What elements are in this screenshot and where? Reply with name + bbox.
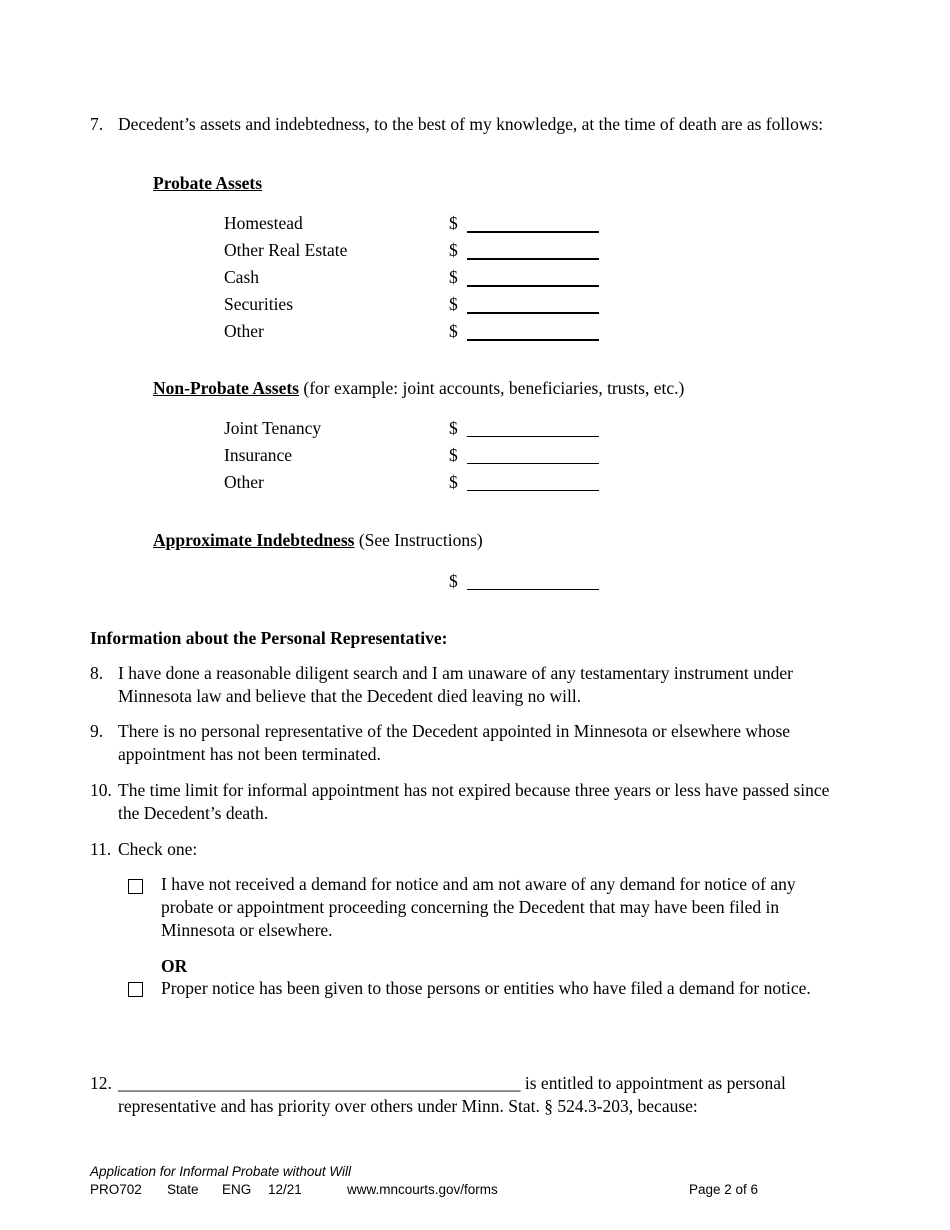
probate-row-label: Cash (224, 267, 259, 287)
currency-symbol: $ (449, 445, 458, 465)
item-12-number: 12. (90, 1073, 112, 1093)
footer-form-title: Application for Informal Probate without Will (90, 1164, 351, 1179)
pr-section-heading: Information about the Personal Representative: (90, 628, 448, 648)
non-probate-assets-heading: Non-Probate Assets (153, 378, 299, 398)
non-probate-heading-line (153, 377, 684, 400)
non-probate-note: (for example: joint accounts, beneficiaries, trusts, etc.) (299, 378, 685, 398)
probate-row-cash (224, 266, 604, 289)
non-probate-row-label: Insurance (224, 445, 293, 465)
non-probate-row-label: Other (224, 472, 264, 492)
non-probate-row-joint-tenancy (224, 417, 604, 440)
item-12-text-1: is entitled to appointment as personal (520, 1073, 786, 1093)
footer-form-code: PRO702 (90, 1182, 142, 1197)
indebtedness-heading-line (153, 529, 483, 552)
homestead-amount-field[interactable] (467, 231, 599, 233)
joint-tenancy-amount-field[interactable] (467, 436, 599, 437)
securities-amount-field[interactable] (467, 312, 599, 314)
non-probate-row-other (224, 471, 604, 494)
item-9-number: 9. (90, 721, 104, 741)
item-7-text: Decedent’s assets and indebtedness, to the best of my knowledge, at the time of death are as follows: (118, 114, 824, 134)
item-10-text: The time limit for informal appointment has not expired because three years or less have passed since the Decedent’s death. (118, 780, 830, 823)
footer-jurisdiction: State (167, 1182, 199, 1197)
option-notice-given-text: Proper notice has been given to those persons or entities who have filed a demand for notice. (161, 978, 811, 998)
indebtedness-amount-field[interactable] (467, 589, 599, 590)
probate-row-label: Securities (224, 294, 294, 314)
probate-row-other-real-estate (224, 239, 604, 262)
currency-symbol: $ (449, 571, 458, 591)
item-7-number: 7. (90, 114, 104, 134)
probate-row-label: Other Real Estate (224, 240, 348, 260)
insurance-amount-field[interactable] (467, 463, 599, 464)
footer-revision: 12/21 (268, 1182, 302, 1197)
currency-symbol: $ (449, 418, 458, 438)
representative-name-blank[interactable]: ______________________________________________ (118, 1073, 521, 1093)
item-12-text-2: representative and has priority over others under Minn. Stat. § 524.3-203, because: (118, 1096, 698, 1116)
currency-symbol: $ (449, 240, 458, 260)
option-no-demand-checkbox[interactable] (128, 879, 143, 894)
non-probate-row-label: Joint Tenancy (224, 418, 322, 438)
indebtedness-row (224, 570, 604, 593)
item-10-number: 10. (90, 780, 112, 800)
other-non-probate-amount-field[interactable] (467, 490, 599, 491)
other-real-estate-amount-field[interactable] (467, 258, 599, 260)
other-probate-amount-field[interactable] (467, 339, 599, 341)
currency-symbol: $ (449, 472, 458, 492)
currency-symbol: $ (449, 321, 458, 341)
item-8-text: I have done a reasonable diligent search and I am unaware of any testamentary instrument under Minnesota law and believe that the Decedent died leaving no will. (118, 663, 793, 706)
probate-row-label: Homestead (224, 213, 303, 233)
item-8-number: 8. (90, 663, 104, 683)
probate-row-other (224, 320, 604, 343)
currency-symbol: $ (449, 213, 458, 233)
indebtedness-note: (See Instructions) (354, 530, 483, 550)
currency-symbol: $ (449, 267, 458, 287)
item-11-text: Check one: (118, 839, 198, 859)
footer-language: ENG (222, 1182, 252, 1197)
indebtedness-heading: Approximate Indebtedness (153, 530, 355, 550)
footer-website[interactable]: www.mncourts.gov/forms (347, 1182, 498, 1197)
probate-row-securities (224, 293, 604, 316)
item-12-line-1 (118, 1072, 786, 1095)
or-label: OR (161, 956, 188, 976)
footer-page-number: Page 2 of 6 (689, 1182, 759, 1197)
probate-assets-heading: Probate Assets (153, 173, 263, 193)
option-notice-given-checkbox[interactable] (128, 982, 143, 997)
currency-symbol: $ (449, 294, 458, 314)
non-probate-row-insurance (224, 444, 604, 467)
item-9-text: There is no personal representative of the Decedent appointed in Minnesota or elsewhere whose appointment has not been terminated. (118, 721, 791, 764)
probate-row-homestead (224, 212, 604, 235)
cash-amount-field[interactable] (467, 285, 599, 287)
option-no-demand-text: I have not received a demand for notice and am not aware of any demand for notice of any probate or appointment proceeding concerning the Decedent that may have been filed in Minnesota or elsewhere. (161, 874, 796, 940)
item-11-number: 11. (90, 839, 112, 859)
probate-row-label: Other (224, 321, 264, 341)
